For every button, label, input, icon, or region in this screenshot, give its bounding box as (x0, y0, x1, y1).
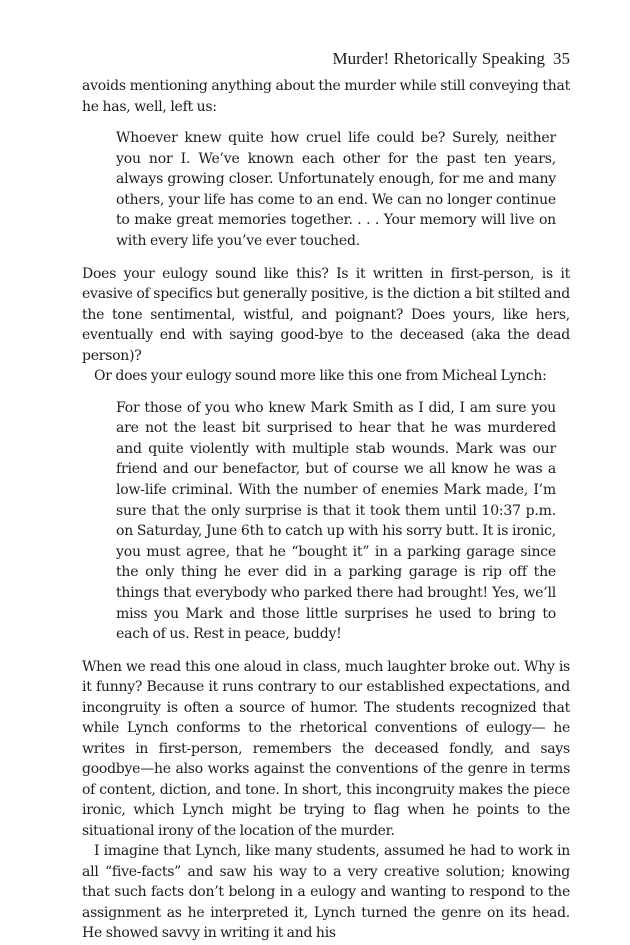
running-header (82, 48, 570, 70)
book-page (82, 48, 570, 944)
block-quote-lynch-eulogy (116, 398, 556, 645)
quote-lynch-eulogy-text: For those of you who knew Mark Smith as I did, I am sure you are not the least bit surprised to hear that he was murdered and quite violently with multiple stab wounds. Mark was our friend and our benefactor, but of course we all know he was a low-life criminal. With the number of enemies Mark made, I’m sure that the only surprise is that it took them until 10:37 p.m. on Saturday, June 6th to catch up with his sorry butt. It is ironic, you must agree, that he “bought it” in a parking garage since the only thing he ever did in a parking garage is rip off the things that everybody who parked there had brought! Yes, we’ll miss you Mark and those little surprises he used to bring to each of us. Rest in peace, buddy! (116, 399, 556, 643)
paragraph-lynch-intro: Or does your eulogy sound more like this one from Micheal Lynch: (94, 368, 547, 385)
block-quote-first-eulogy (116, 128, 556, 252)
paragraph-conclusion: I imagine that Lynch, like many students, assumed he had to work in all “five-facts” and saw his way to a very creative solution; knowing that such facts don’t belong in a eulogy and wanting to respond to the assignment as he interpreted it, Lynch turned the genre on its head. He showed savvy in writing it and his (82, 843, 570, 942)
paragraph-analysis: When we read this one aloud in class, much laughter broke out. Why is it funny? Because it runs contrary to our established expectations, and incongruity is often a source of humor. The students recognized that while Lynch conforms to the rhetorical conventions of eulogy— he writes in first-person, remembers the deceased fondly, and says goodbye—he also works against the conventions of the genre in terms of content, diction, and tone. In short, this incongruity makes the piece ironic, which Lynch might be trying to flag when he points to the situational irony of the location of the murder. (82, 658, 570, 839)
page-number: 35 (553, 49, 570, 68)
paragraph-questions: Does your eulogy sound like this? Is it written in first-person, is it evasive of specifics but generally positive, is the diction a bit stilted and the tone sentimental, wistful, and poignant? Does yours, like hers, eventually end with saying good-bye to the deceased (aka the dead person)? (82, 265, 570, 364)
quote-first-eulogy-text: Whoever knew quite how cruel life could be? Surely, neither you nor I. We’ve known each other for the past ten years, always growing closer. Unfortunately enough, for me and many others, your life has come to an end. We can no longer continue to make great memories together. . . . Your memory will live on with every life you’ve ever touched. (116, 130, 556, 249)
running-title: Murder! Rhetorically Speaking (332, 49, 545, 68)
paragraph-intro: avoids mentioning anything about the murder while still conveying that he has, well, left us: (82, 78, 570, 115)
